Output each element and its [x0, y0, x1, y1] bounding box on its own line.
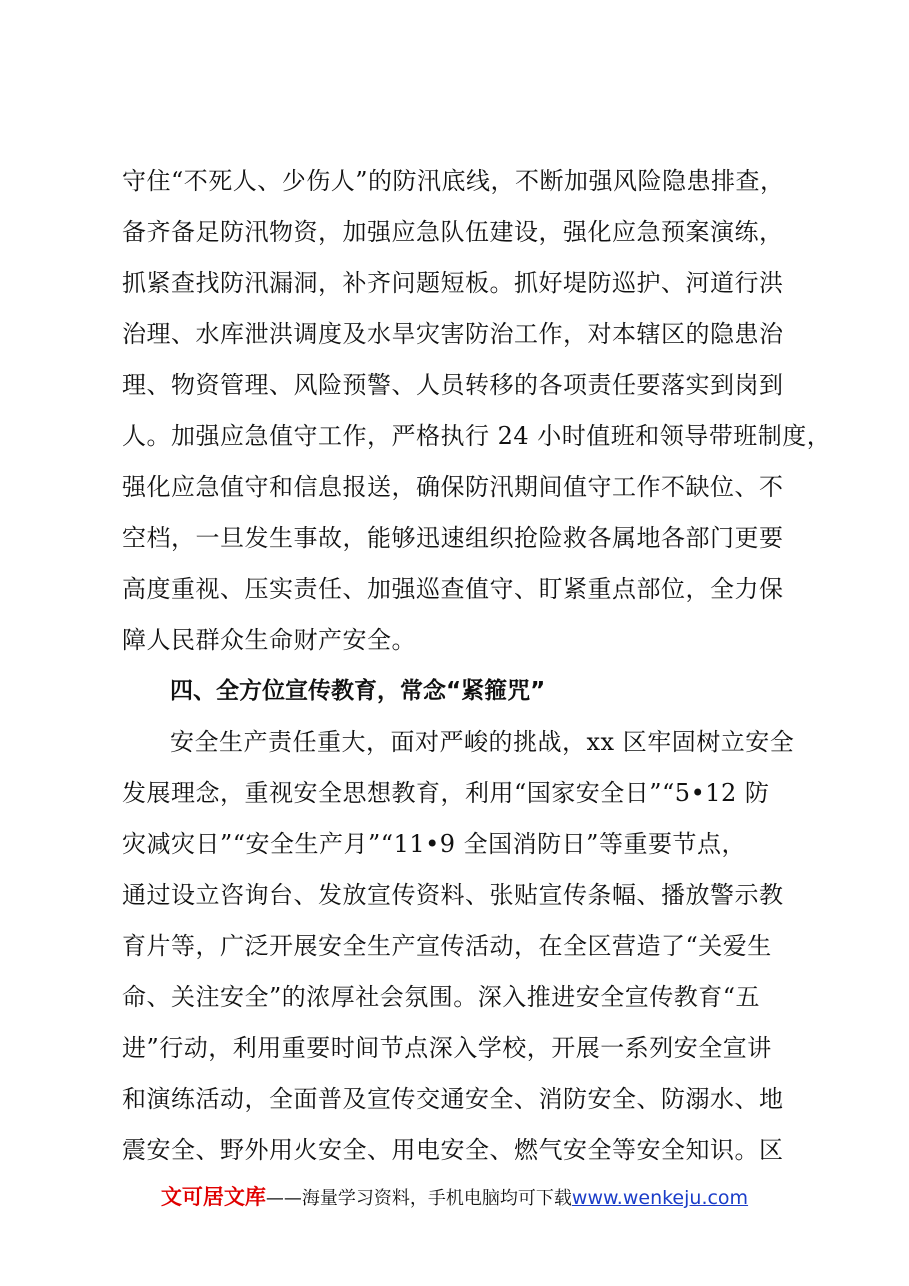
paragraph-line: 备齐备足防汛物资，加强应急队伍建设，强化应急预案演练，	[122, 218, 784, 246]
paragraph-line: 震安全、野外用火安全、用电安全、燃气安全等安全知识。区	[122, 1136, 784, 1164]
paragraph-line: 通过设立咨询台、发放宣传资料、张贴宣传条幅、播放警示教	[122, 881, 784, 909]
paragraph-line: 人。加强应急值守工作，严格执行 24 小时值班和领导带班制度，	[122, 422, 832, 450]
paragraph-line: 安全生产责任重大，面对严峻的挑战，xx 区牢固树立安全	[170, 728, 795, 756]
paragraph-line: 发展理念，重视安全思想教育，利用“国家安全日”“5•12 防	[122, 779, 770, 807]
paragraph-line: 守住“不死人、少伤人”的防汛底线，不断加强风险隐患排查，	[122, 167, 785, 195]
paragraph-line: 理、物资管理、风险预警、人员转移的各项责任要落实到岗到	[122, 371, 784, 399]
paragraph-line: 空档，一旦发生事故，能够迅速组织抢险救各属地各部门更要	[122, 524, 784, 552]
footer-tagline: ——海量学习资料，手机电脑均可下载	[265, 1188, 572, 1209]
paragraph-line: 治理、水库泄洪调度及水旱灾害防治工作，对本辖区的隐患治	[122, 320, 784, 348]
footer-banner	[0, 1181, 909, 1211]
footer-link[interactable]: www.wenkeju.com	[571, 1187, 749, 1209]
paragraph-line: 和演练活动，全面普及宣传交通安全、消防安全、防溺水、地	[122, 1085, 784, 1113]
paragraph-line: 强化应急值守和信息报送，确保防汛期间值守工作不缺位、不	[122, 473, 784, 501]
section-heading: 四、全方位宣传教育，常念“紧箍咒”	[170, 678, 546, 704]
paragraph-line: 抓紧查找防汛漏洞，补齐问题短板。抓好堤防巡护、河道行洪	[122, 269, 784, 297]
paragraph-line: 灾减灾日”“安全生产月”“11•9 全国消防日”等重要节点，	[122, 830, 746, 858]
paragraph-line: 育片等，广泛开展安全生产宣传活动，在全区营造了“关爱生	[122, 932, 772, 960]
footer-brand: 文可居文库	[160, 1185, 266, 1209]
paragraph-line: 高度重视、压实责任、加强巡查值守、盯紧重点部位，全力保	[122, 575, 784, 603]
paragraph-line: 进”行动，利用重要时间节点深入学校，开展一系列安全宣讲	[122, 1034, 772, 1062]
paragraph-line: 命、关注安全”的浓厚社会氛围。深入推进安全宣传教育“五	[122, 983, 761, 1011]
paragraph-line: 障人民群众生命财产安全。	[122, 626, 416, 654]
